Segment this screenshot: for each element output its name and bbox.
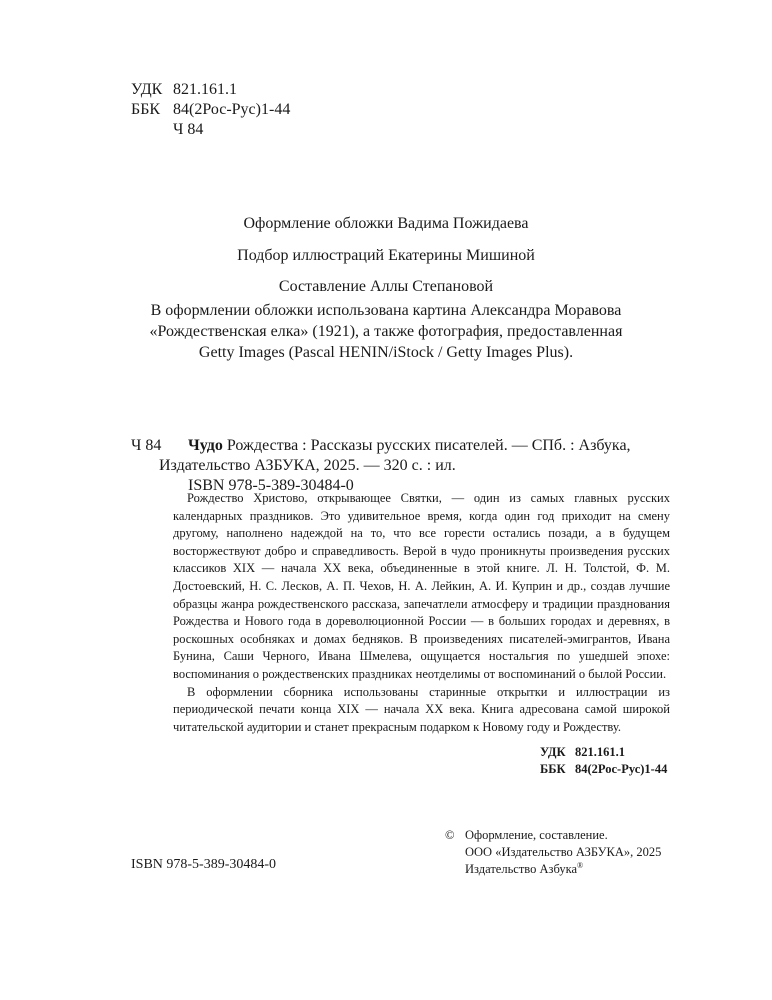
udk-label: УДК — [131, 81, 163, 98]
credit-illustrations: Подбор иллюстраций Екатерины Мишиной — [237, 247, 535, 264]
bottom-bbk-row — [540, 761, 667, 778]
cover-note-line: Getty Images (Pascal HENIN/iStock / Getty Images Plus). — [198, 344, 574, 361]
author-mark: Ч 84 — [173, 121, 204, 138]
biblio-title-rest: Рождества : Рассказы русских писателей. — СПб. : Азбука, — [222, 437, 631, 454]
cover-note-line: «Рождественская елка» (1921), а также фотография, предоставленная — [149, 323, 623, 340]
bottom-bbk-label: ББК — [540, 762, 566, 776]
credit-compilation: Составление Аллы Степановой — [278, 278, 494, 295]
copyright-line: Издательство Азбука — [465, 862, 578, 876]
biblio-isbn: ISBN 978-5-389-30484-0 — [188, 477, 354, 494]
copyright-row — [445, 827, 661, 844]
bibliographic-record — [131, 436, 671, 496]
bottom-classification-codes — [540, 744, 667, 778]
bbk-value: 84(2Рос-Рус)1-44 — [173, 101, 291, 118]
copyright-block — [445, 827, 661, 878]
biblio-index: Ч 84 — [131, 437, 162, 454]
bottom-udk-value: 821.161.1 — [575, 745, 625, 759]
cover-note — [0, 300, 772, 363]
isbn-bottom: ISBN 978-5-389-30484-0 — [131, 857, 277, 872]
registered-mark: ® — [577, 860, 584, 870]
biblio-title — [188, 436, 671, 456]
credit-cover-design: Оформление обложки Вадима Пожидаева — [243, 215, 529, 232]
annotation-paragraph: Рождество Христово, открывающее Святки, — один из самых главных русских календарных праздников. Это удивительное время, когда один год приходит на смену другому, наполнено надеждой на то, что все горести остались позади, а в будущем восторжествуют добро и справедливость. Верой в чудо проникнуты произведения русских классиков XIX — начала XX века, объединенные в этой книге. Л. Н. Толстой, Ф. М. Достоевский, Н. С. Лесков, А. П. Чехов, Н. А. Лейкин, А. И. Куприн и др., создав лучшие образцы жанра рождественского рассказа, запечатлели атмосферу и традиции празднования Рождества и Нового года в дореволюционной России — в больших городах и деревнях, в роскошных особняках и домах бедняков. В произведениях писателей-эмигрантов, Ивана Бунина, Саши Черного, Ивана Шмелева, ощущается ностальгия по ушедшей эпохе: воспоминания о рождественских праздниках неотделимы от воспоминаний о былой России. — [173, 491, 670, 681]
bottom-udk-row — [540, 744, 667, 761]
bbk-label: ББК — [131, 101, 161, 118]
top-classification-codes — [131, 80, 290, 140]
copyright-symbol: © — [445, 828, 455, 842]
bbk-row — [131, 100, 290, 120]
udk-value: 821.161.1 — [173, 81, 237, 98]
bottom-udk-label: УДК — [540, 745, 566, 759]
annotation-paragraph: В оформлении сборника использованы старинные открытки и иллюстрации из периодической печати конца XIX — начала XX века. Книга адресована самой широкой читательской аудитории и станет прекрасным подарком к Новому году и Рождеству. — [173, 684, 670, 734]
cover-note-line: В оформлении обложки использована картина Александра Моравова — [150, 302, 622, 319]
copyright-line: ООО «Издательство АЗБУКА», 2025 — [465, 845, 662, 859]
annotation — [173, 490, 670, 736]
biblio-title-bold: Чудо — [188, 437, 223, 454]
copyright-publisher — [445, 861, 661, 878]
udk-row — [131, 80, 290, 100]
biblio-first-row — [131, 436, 671, 456]
biblio-imprint: Издательство АЗБУКА, 2025. — 320 с. : ил. — [159, 457, 456, 474]
bottom-bbk-value: 84(2Рос-Рус)1-44 — [575, 762, 668, 776]
copyright-line: Оформление, составление. — [465, 828, 608, 842]
